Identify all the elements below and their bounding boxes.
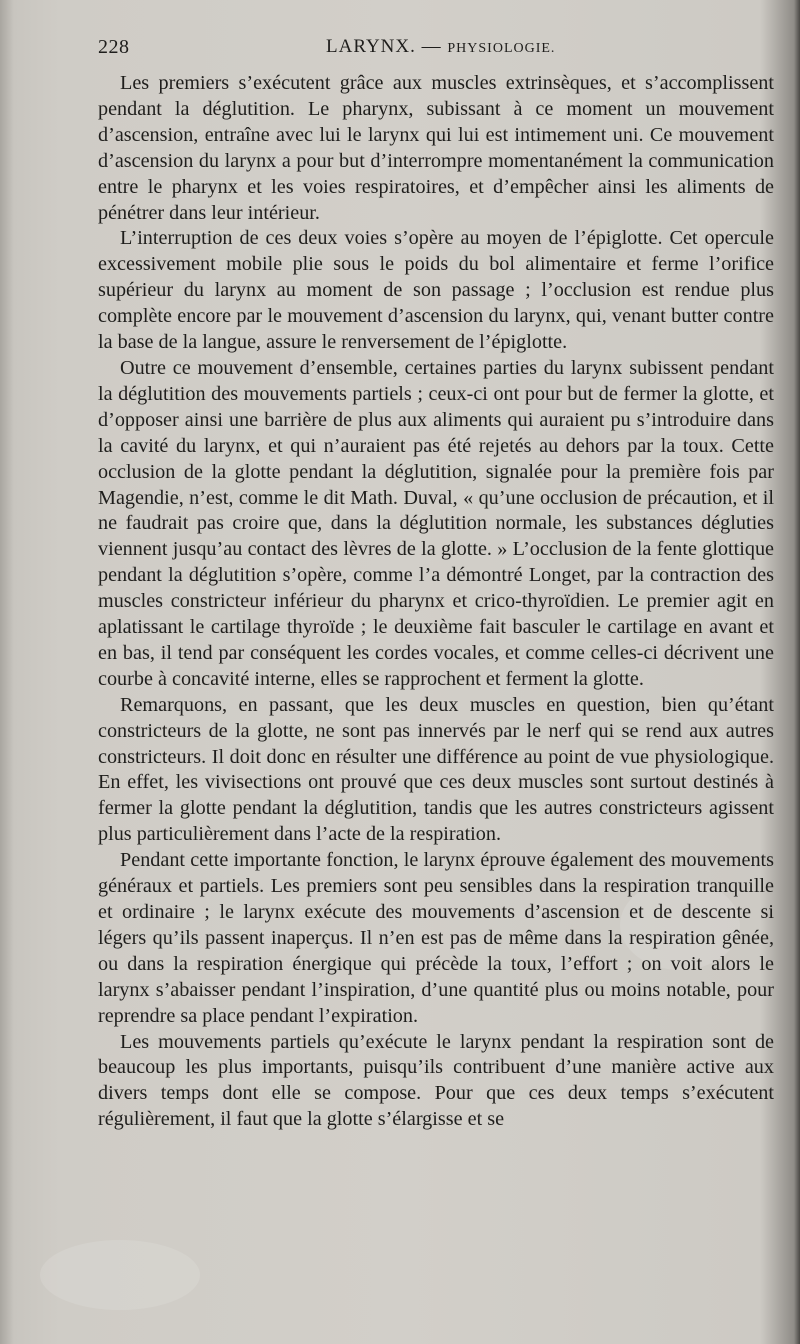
- running-header: [98, 36, 774, 60]
- page-number: 228: [98, 36, 130, 58]
- paragraph: Remarquons, en passant, que les deux muscles en question, bien qu’étant constricteurs de la glotte, ne sont pas innervés par le nerf qui se rend aux autres constricteurs. Il doit donc en résulter une différence au point de vue physiologique. En effet, les vivisections ont prouvé que ces deux muscles sont surtout destinés à fermer la glotte pendant la déglutition, tandis que les autres constricteurs agissent plus particulièrement dans l’acte de la respiration.: [98, 693, 774, 846]
- section-title: PHYSIOLOGIE.: [447, 41, 556, 56]
- title-dash: —: [421, 36, 442, 57]
- running-title: [326, 36, 555, 58]
- paragraph: Outre ce mouvement d’ensemble, certaines parties du larynx subissent pendant la déglutition des mouvements partiels ; ceux-ci ont pour but de fermer la glotte, et d’opposer ainsi une barrière de plus aux aliments qui auraient pu s’introduire dans la cavité du larynx, et qui n’auraient pas été rejetés au dehors par la toux. Cette occlusion de la glotte pendant la déglutition, signalée pour la première fois par Magendie, n’est, comme le dit Math. Duval, « qu’une occlusion de précaution, et il ne faudrait pas croire que, dans la déglutition normale, les substances dégluties viennent jusqu’au contact des lèvres de la glotte. » L’occlusion de la fente glottique pendant la déglutition s’opère, comme l’a démontré Longet, par la contraction des muscles constricteur inférieur du pharynx et crico-thyroïdien. Le premier agit en aplatissant le cartilage thyroïde ; le deuxième fait basculer le cartilage en avant et en bas, il tend par conséquent les cordes vocales, et comme celles-ci décrivent une courbe à concavité interne, elles se rapprochent et ferment la glotte.: [98, 356, 774, 690]
- paragraph: Les mouvements partiels qu’exécute le larynx pendant la respiration sont de beaucoup les plus importants, puisqu’ils contribuent d’une manière active aux divers temps dont elle se compose. Pour que ces deux temps s’exécutent régulièrement, il faut que la glotte s’élargisse et se: [98, 1030, 774, 1131]
- paragraph: Pendant cette importante fonction, le larynx éprouve également des mouvements généraux et partiels. Les premiers sont peu sensibles dans la respiration tranquille et ordinaire ; le larynx exécute des mouvements d’ascension et de descente si légers qu’ils passent inaperçus. Il n’en est pas de même dans la respiration gênée, ou dans la respiration énergique qui précède la toux, l’effort ; on voit alors le larynx s’abaisser pendant l’inspiration, d’une quantité plus ou moins notable, pour reprendre sa place pendant l’expiration.: [98, 849, 774, 1027]
- paragraph: Les premiers s’exécutent grâce aux muscles extrinsèques, et s’accomplissent pendant la déglutition. Le pharynx, subissant à ce moment un mouvement d’ascension, entraîne avec lui le larynx qui lui est intimement uni. Ce mouvement d’ascension du larynx a pour but d’interrompre momentanément la communication entre le pharynx et les voies respiratoires, et d’empêcher ainsi les aliments de pénétrer dans leur intérieur.: [98, 72, 774, 224]
- chapter-title: LARYNX.: [326, 36, 416, 57]
- paragraph: L’interruption de ces deux voies s’opère au moyen de l’épiglotte. Cet opercule excessivement mobile plie sous le poids du bol alimentaire et ferme l’orifice supérieur du larynx au moment de son passage ; l’occlusion est rendue plus complète encore par le mouvement d’ascension du larynx, qui, venant butter contre la base de la langue, assure le renversement de l’épiglotte.: [98, 227, 774, 354]
- paper-stain: [40, 1240, 200, 1310]
- body-text: [98, 71, 774, 1133]
